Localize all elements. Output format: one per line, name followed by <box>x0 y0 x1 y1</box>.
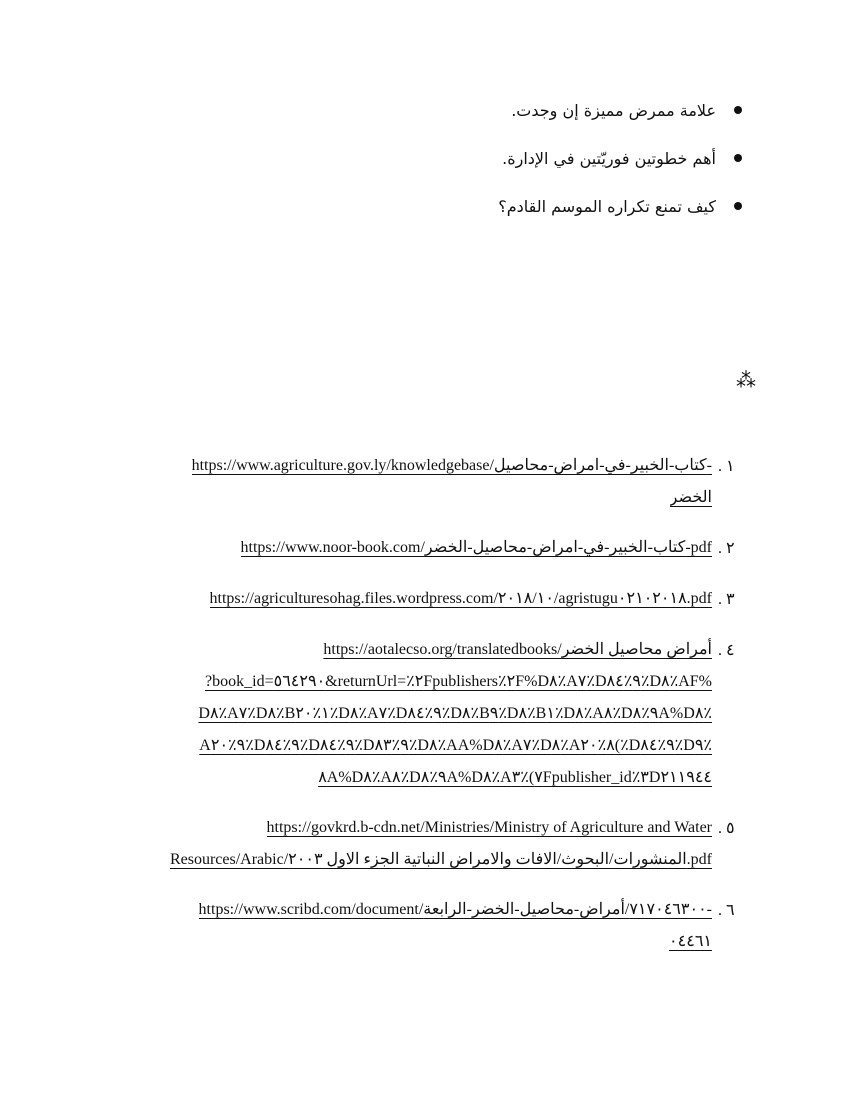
reference-link-line[interactable]: الخضر <box>669 489 712 506</box>
question-list <box>182 86 742 230</box>
reference-link-line[interactable]: https://agriculturesohag.files.wordpress.com/٢٠١٨/١٠/agristugu٠٢١٠٢٠١٨.pdf <box>209 590 712 607</box>
reference-link[interactable] <box>96 634 712 794</box>
reference-link-line[interactable]: https://www.agriculture.gov.ly/knowledgebase/كتاب-الخبير-في-امراض-محاصيل- <box>191 457 712 474</box>
reference-link-line[interactable]: https://govkrd.b-cdn.net/Ministries/Ministry of Agriculture and Water <box>266 819 712 836</box>
reference-link-line[interactable]: https://www.scribd.com/document/٧١٧٠٤٦٣٠٠/أمراض-محاصيل-الخضر-الرابعة- <box>198 901 712 918</box>
reference-link[interactable] <box>96 450 712 514</box>
reference-link-line[interactable]: Resources/Arabic/المنشورات/البحوث/الافات والامراض النباتية الجزء الاول ٢٠٠٣.pdf <box>169 851 712 868</box>
bullet-text: علامة ممرض مميزة إن وجدت. <box>511 100 716 120</box>
bullet-text: أهم خطوتين فوريّتين في الإدارة. <box>502 148 716 168</box>
reference-link[interactable] <box>96 894 712 958</box>
reference-item <box>96 894 756 958</box>
bullet-dot-icon <box>734 154 742 162</box>
reference-number: ٥ . <box>718 820 735 837</box>
reference-link-line[interactable]: ٨A%D٨٪A٨٪D٩٪٨A%D٨٪A٧)٪٣Fpublisher_id٪٣D٢١١٩٤٤ <box>318 769 712 786</box>
bullet-dot-icon <box>734 106 742 114</box>
reference-link-line[interactable]: A٩٪٢٠٪D٩٪٨٤٪D٩٪٨٤٪D٩٪٨٣٪D٨٪AA%D٨٪A٧٪D٨٪A٨٪٢٠(٪D٩٪٨٤٪D٩٪ <box>199 737 712 754</box>
reference-item <box>96 812 756 876</box>
reference-list <box>96 450 756 976</box>
reference-item <box>96 532 756 565</box>
bullet-item <box>182 134 742 182</box>
reference-number: ٦ . <box>718 902 735 919</box>
reference-link-line[interactable]: ?book_id=٥٦٤٢٩٠&returnUrl=٪٢Fpublishers٪٢F%D٨٪A٧٪D٩٪٨٤٪D٨٪AF% <box>205 673 712 690</box>
reference-link[interactable] <box>96 532 712 565</box>
reference-link-line[interactable]: https://www.noor-book.com/كتاب-الخبير-في-امراض-محاصيل-الخضر-pdf <box>240 539 712 556</box>
reference-link-line[interactable]: ٠٤٤٦١ <box>669 933 712 950</box>
reference-number: ٤ . <box>718 642 735 659</box>
reference-item <box>96 634 756 794</box>
section-separator: ⁂ <box>736 368 754 392</box>
reference-number: ٢ . <box>718 540 735 557</box>
reference-link[interactable] <box>96 812 712 876</box>
bullet-item <box>182 182 742 230</box>
bullet-text: كيف تمنع تكراره الموسم القادم؟ <box>498 196 716 216</box>
reference-item <box>96 583 756 616</box>
reference-item <box>96 450 756 514</box>
reference-link[interactable] <box>96 583 712 616</box>
reference-link-line[interactable]: D٨٪A٧٪D٨٪B١٪٢٠٪D٨٪A٧٪D٩٪٨٤٪D٨٪B٩٪D٨٪B١٪D٨٪A٨٪D٩٪٨A%D٨٪ <box>198 705 712 722</box>
reference-link-line[interactable]: https://aotalecso.org/translatedbooks/أمراض محاصيل الخضر <box>323 641 712 658</box>
bullet-item <box>182 86 742 134</box>
bullet-dot-icon <box>734 202 742 210</box>
reference-number: ١ . <box>718 458 735 475</box>
reference-number: ٣ . <box>718 591 735 608</box>
